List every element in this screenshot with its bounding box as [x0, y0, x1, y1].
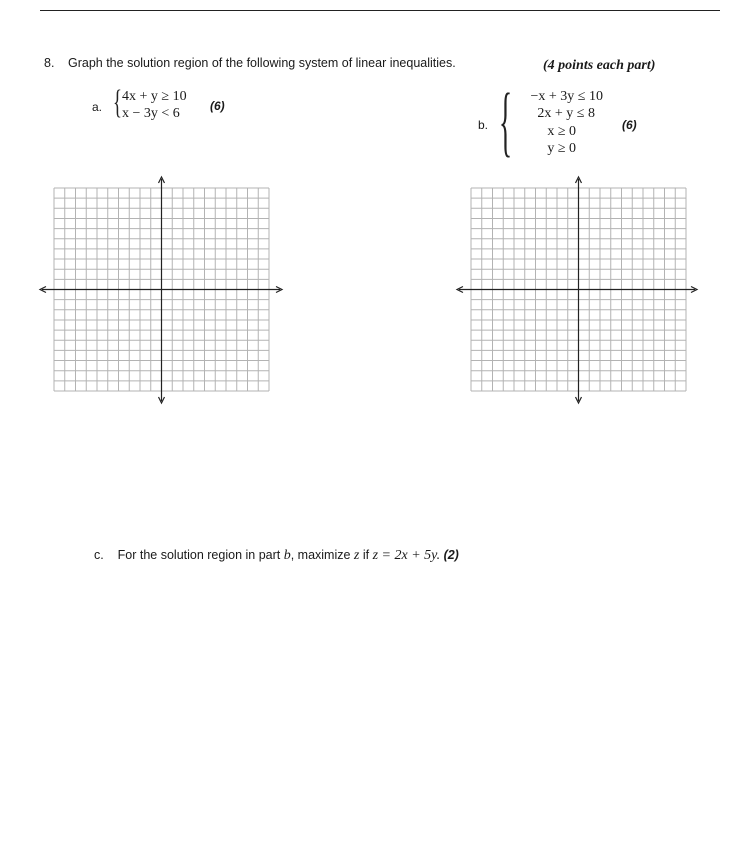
part-a-points: (6) — [210, 99, 225, 113]
part-c-var: z — [353, 548, 360, 563]
part-c-text-if: if — [359, 548, 373, 562]
part-b-inequality-4: y ≥ 0 — [547, 141, 576, 156]
part-a-inequality-1: 4x + y ≥ 10 — [122, 89, 187, 104]
part-b-inequality-3: x ≥ 0 — [547, 124, 576, 139]
part-a-inequality-2: x − 3y < 6 — [122, 106, 180, 121]
part-c-label: c. — [94, 548, 104, 562]
part-c-points: (2) — [443, 548, 459, 562]
part-a-brace: { — [113, 84, 122, 121]
question-text: Graph the solution region of the following system of linear inequalities. — [68, 56, 456, 70]
part-b-label: b. — [478, 118, 489, 132]
part-c-part-ref: b — [283, 548, 291, 563]
part-a-label: a. — [92, 100, 103, 114]
part-c-text-mid: , maximize — [290, 548, 354, 562]
part-b-inequality-1: −x + 3y ≤ 10 — [530, 89, 603, 104]
part-b-points: (6) — [622, 118, 637, 132]
question-number: 8. — [44, 56, 55, 70]
part-c-equation: z = 2x + 5y. — [372, 548, 441, 563]
part-c — [94, 548, 459, 564]
coordinate-grid-b[interactable] — [455, 175, 700, 407]
coordinate-grid-a[interactable] — [38, 175, 288, 407]
part-b-brace: { — [499, 77, 513, 164]
page-top-rule — [40, 10, 720, 11]
part-c-text-before: For the solution region in part — [117, 548, 284, 562]
points-note: (4 points each part) — [543, 58, 656, 73]
part-b-inequality-2: 2x + y ≤ 8 — [537, 106, 595, 121]
